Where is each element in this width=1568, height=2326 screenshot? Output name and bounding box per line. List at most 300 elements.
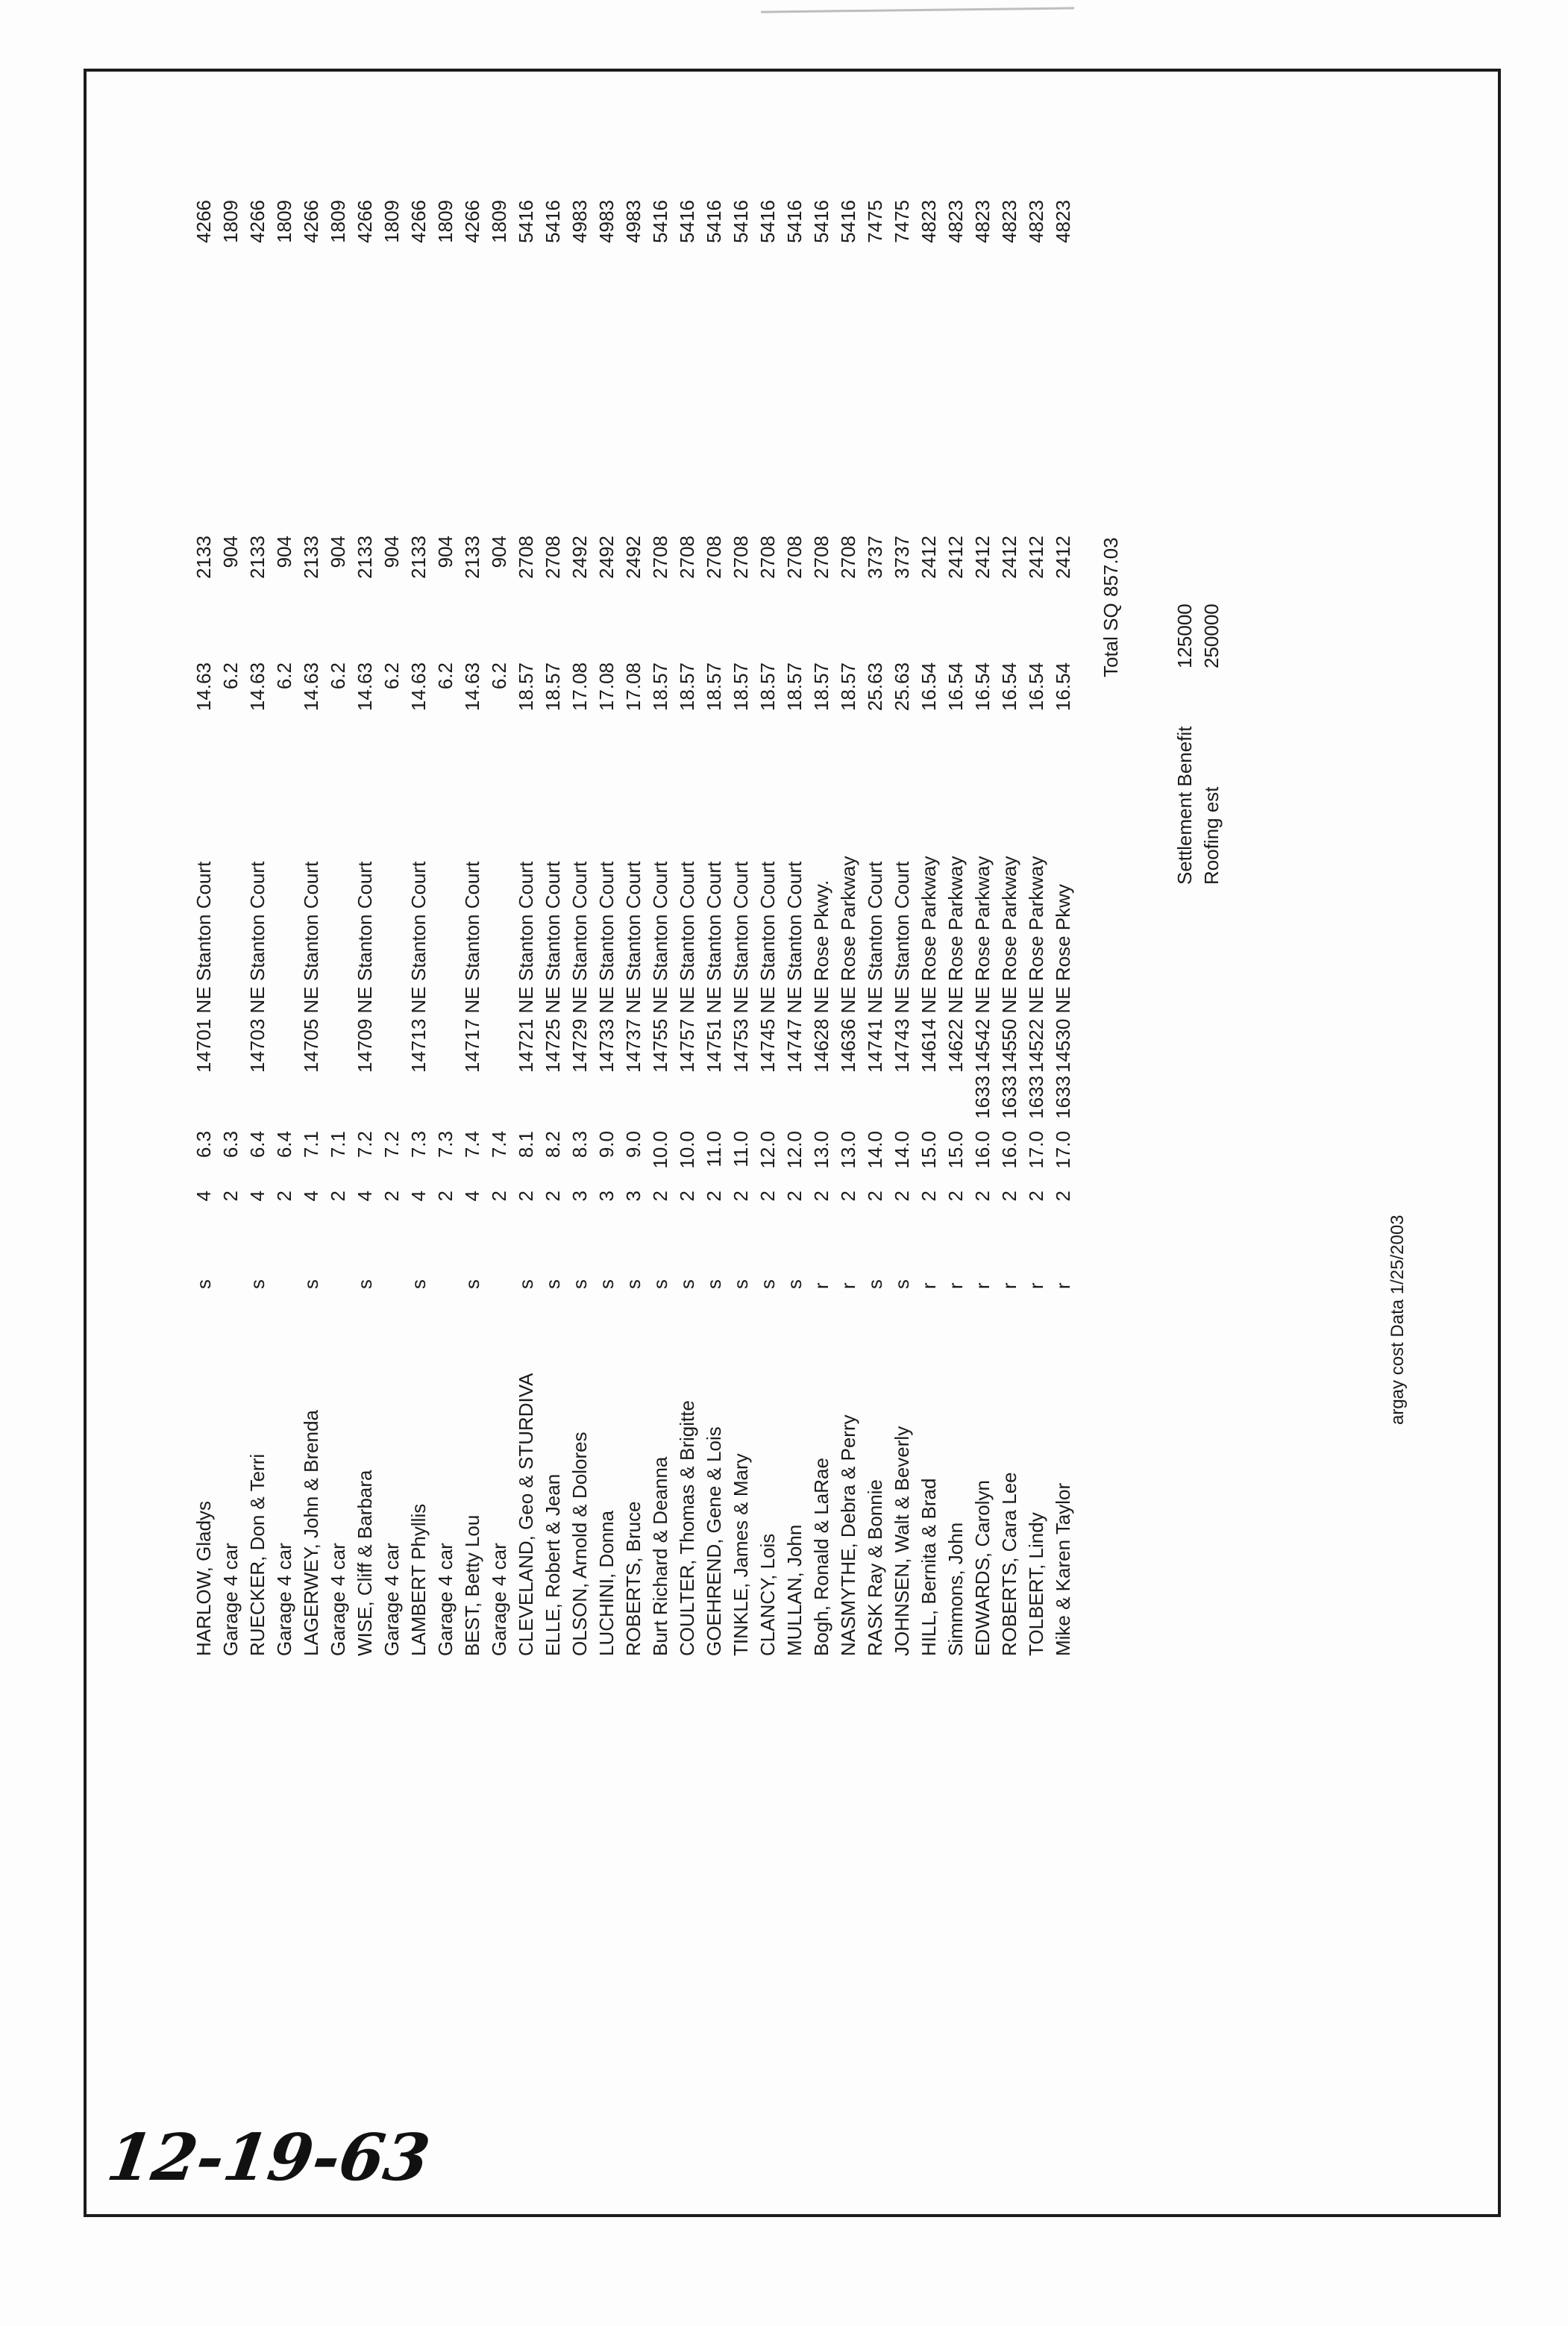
record-address-cell: 14737 NE Stanton Court (622, 861, 645, 1073)
record-ratio-cell: 12.0 (756, 1131, 779, 1169)
record-total-cost-cell: 5416 (542, 200, 564, 243)
record-sq-cell: 16.54 (918, 662, 940, 712)
record-address-prefix-cell (888, 1073, 915, 1131)
record-address-prefix-cell (942, 1073, 969, 1131)
table-row (862, 200, 888, 1656)
record-address-prefix-cell (324, 1073, 351, 1131)
record-name-cell: Garage 4 car (327, 1543, 349, 1656)
table-row (459, 200, 486, 1656)
record-code-cell: r (944, 1282, 967, 1289)
record-units-cell: 2 (810, 1191, 832, 1202)
record-address-prefix-cell: 1633 (1025, 1076, 1047, 1119)
record-address-cell: 14733 NE Stanton Court (595, 861, 618, 1073)
record-cost-cell: 3737 (864, 536, 886, 579)
record-units-cell: 4 (246, 1191, 269, 1202)
table-row (539, 200, 566, 1656)
record-ratio-cell: 8.2 (542, 1131, 564, 1159)
record-ratio-cell: 9.0 (622, 1131, 645, 1159)
record-cost-cell: 2708 (703, 536, 725, 579)
record-total-cost-cell: 4266 (407, 200, 430, 243)
record-units-cell: 2 (542, 1191, 564, 1202)
record-sq-cell: 18.57 (515, 662, 537, 712)
record-code-cell: s (192, 1279, 215, 1289)
record-ratio-cell: 11.0 (703, 1131, 725, 1167)
table-row (405, 200, 432, 1656)
record-address-prefix-cell (486, 1073, 512, 1131)
record-sq-cell: 16.54 (944, 662, 967, 712)
record-units-cell: 4 (407, 1191, 430, 1202)
record-name-cell: TOLBERT, Lindy (1025, 1512, 1047, 1656)
record-cost-cell: 2708 (783, 536, 806, 579)
record-cost-cell: 2708 (730, 536, 752, 579)
record-cost-cell: 2133 (354, 536, 376, 579)
record-ratio-cell: 7.4 (461, 1131, 483, 1159)
record-code-cell: s (783, 1279, 806, 1289)
total-sq-value: 857.03 (1100, 537, 1122, 597)
record-units-cell: 2 (1052, 1191, 1074, 1202)
record-address-prefix-cell (808, 1073, 835, 1131)
record-cost-cell: 904 (327, 536, 349, 568)
table-row (378, 200, 405, 1656)
record-name-cell: HARLOW, Gladys (192, 1500, 215, 1656)
record-total-cost-cell: 4823 (944, 200, 967, 243)
record-sq-cell: 18.57 (783, 662, 806, 712)
record-ratio-cell: 11.0 (730, 1131, 752, 1167)
record-address-cell: 14725 NE Stanton Court (542, 861, 564, 1073)
record-cost-cell: 3737 (891, 536, 913, 579)
record-sq-cell: 14.63 (192, 662, 215, 712)
record-units-cell: 2 (864, 1191, 886, 1202)
record-cost-cell: 2708 (676, 536, 698, 579)
table-row (1023, 200, 1050, 1656)
record-address-prefix-cell (244, 1073, 271, 1131)
table-row (620, 200, 647, 1656)
record-units-cell: 4 (354, 1191, 376, 1202)
record-address-prefix-cell (781, 1073, 808, 1131)
record-name-cell: Garage 4 car (434, 1543, 457, 1656)
record-units-cell: 3 (622, 1191, 645, 1202)
record-name-cell: WISE, Cliff & Barbara (354, 1470, 376, 1656)
record-total-cost-cell: 5416 (783, 200, 806, 243)
record-units-cell: 4 (300, 1191, 322, 1202)
record-cost-cell: 904 (380, 536, 403, 568)
record-address-cell: 14751 NE Stanton Court (703, 861, 725, 1073)
record-cost-cell: 2412 (944, 536, 967, 579)
record-address-cell: 14701 NE Stanton Court (192, 861, 215, 1073)
record-sq-cell: 16.54 (998, 662, 1020, 712)
record-sq-cell: 6.2 (380, 662, 403, 690)
record-units-cell: 2 (434, 1191, 457, 1202)
record-sq-cell: 18.57 (676, 662, 698, 712)
record-code-cell: s (595, 1279, 618, 1289)
record-address-cell (378, 715, 405, 1073)
record-units-cell: 3 (568, 1191, 591, 1202)
record-ratio-cell: 7.1 (327, 1131, 349, 1159)
record-name-cell: Garage 4 car (380, 1543, 403, 1656)
record-ratio-cell: 13.0 (810, 1131, 832, 1169)
settlement-benefit-label: Settlement Benefit (1173, 726, 1196, 885)
record-address-prefix-cell (593, 1073, 620, 1131)
record-ratio-cell: 9.0 (595, 1131, 618, 1159)
table-row (700, 200, 727, 1656)
table-row (808, 200, 835, 1656)
record-code-cell: s (542, 1279, 564, 1289)
record-ratio-cell: 17.0 (1025, 1131, 1047, 1169)
record-units-cell: 2 (918, 1191, 940, 1202)
record-name-cell: ELLE, Robert & Jean (542, 1473, 564, 1656)
record-name-cell: OLSON, Arnold & Dolores (568, 1432, 591, 1656)
record-sq-cell: 16.54 (971, 662, 994, 712)
record-total-cost-cell: 5416 (730, 200, 752, 243)
table-row (298, 200, 324, 1656)
record-cost-cell: 904 (434, 536, 457, 568)
record-address-prefix-cell (566, 1073, 593, 1131)
record-units-cell: 2 (515, 1191, 537, 1202)
record-name-cell: COULTER, Thomas & Brigitte (676, 1400, 698, 1656)
record-name-cell: Garage 4 car (219, 1543, 242, 1656)
record-ratio-cell: 15.0 (918, 1131, 940, 1169)
roofing-estimate-value: 250000 (1200, 604, 1223, 668)
record-cost-cell: 2708 (649, 536, 671, 579)
record-ratio-cell: 6.4 (246, 1131, 269, 1159)
record-name-cell: TINKLE, James & Mary (730, 1453, 752, 1656)
record-total-cost-cell: 4823 (1025, 200, 1047, 243)
table-row (324, 200, 351, 1656)
record-sq-cell: 6.2 (273, 662, 295, 690)
record-sq-cell: 17.08 (622, 662, 645, 712)
record-code-cell: s (300, 1279, 322, 1289)
table-row (674, 200, 700, 1656)
table-row (351, 200, 378, 1656)
record-address-cell: 14721 NE Stanton Court (515, 861, 537, 1073)
record-sq-cell: 18.57 (810, 662, 832, 712)
record-address-prefix-cell (620, 1073, 647, 1131)
record-address-cell: 14747 NE Stanton Court (783, 861, 806, 1073)
record-units-cell: 2 (891, 1191, 913, 1202)
rotated-roofing-cost-table (164, 0, 1568, 1656)
record-code-cell: r (1025, 1282, 1047, 1289)
record-sq-cell: 18.57 (703, 662, 725, 712)
record-address-cell: 14729 NE Stanton Court (568, 861, 591, 1073)
record-ratio-cell: 7.3 (434, 1131, 457, 1159)
record-units-cell: 4 (192, 1191, 215, 1202)
record-units-cell: 3 (595, 1191, 618, 1202)
record-code-cell: r (837, 1282, 859, 1289)
record-sq-cell: 25.63 (864, 662, 886, 712)
record-total-cost-cell: 4266 (300, 200, 322, 243)
record-address-cell: 14550 NE Rose Parkway (998, 856, 1020, 1073)
roofing-cost-records-table (190, 200, 1076, 1656)
record-name-cell: Garage 4 car (488, 1543, 510, 1656)
record-name-cell: Garage 4 car (273, 1543, 295, 1656)
table-row (566, 200, 593, 1656)
record-code-cell: s (461, 1279, 483, 1289)
table-row (781, 200, 808, 1656)
table-row (190, 200, 217, 1656)
record-ratio-cell: 14.0 (864, 1131, 886, 1169)
record-name-cell: GOEHREND, Gene & Lois (703, 1426, 725, 1656)
record-total-cost-cell: 4823 (918, 200, 940, 243)
table-row (727, 200, 754, 1656)
record-units-cell: 2 (219, 1191, 242, 1202)
record-cost-cell: 2708 (810, 536, 832, 579)
record-name-cell: NASMYTHE, Debra & Perry (837, 1414, 859, 1656)
record-address-cell: 14530 NE Rose Pkwy (1052, 884, 1074, 1073)
record-name-cell: CLANCY, Lois (756, 1533, 779, 1656)
record-address-cell (271, 715, 298, 1073)
table-row (271, 200, 298, 1656)
record-total-cost-cell: 4823 (971, 200, 994, 243)
record-total-cost-cell: 1809 (380, 200, 403, 243)
record-total-cost-cell: 4266 (246, 200, 269, 243)
record-total-cost-cell: 4983 (622, 200, 645, 243)
record-ratio-cell: 6.4 (273, 1131, 295, 1159)
table-row (1050, 200, 1076, 1656)
record-cost-cell: 2412 (998, 536, 1020, 579)
table-row (915, 200, 942, 1656)
record-address-cell (324, 715, 351, 1073)
record-code-cell: r (1052, 1282, 1074, 1289)
record-cost-cell: 2492 (595, 536, 618, 579)
record-units-cell: 2 (730, 1191, 752, 1202)
record-code-cell (432, 1223, 459, 1289)
record-ratio-cell: 8.3 (568, 1131, 591, 1159)
record-cost-cell: 2708 (837, 536, 859, 579)
table-row (217, 200, 244, 1656)
table-row (754, 200, 781, 1656)
record-cost-cell: 2412 (971, 536, 994, 579)
record-units-cell: 2 (273, 1191, 295, 1202)
record-sq-cell: 18.57 (730, 662, 752, 712)
record-total-cost-cell: 5416 (837, 200, 859, 243)
record-units-cell: 2 (380, 1191, 403, 1202)
record-code-cell: r (971, 1282, 994, 1289)
record-code-cell: s (515, 1279, 537, 1289)
records-table-body (190, 200, 1076, 1656)
record-sq-cell: 14.63 (407, 662, 430, 712)
record-cost-cell: 904 (488, 536, 510, 568)
record-cost-cell: 2412 (1025, 536, 1047, 579)
record-name-cell: Mike & Karen Taylor (1052, 1482, 1074, 1656)
record-code-cell: r (810, 1282, 832, 1289)
record-sq-cell: 6.2 (327, 662, 349, 690)
record-total-cost-cell: 4266 (354, 200, 376, 243)
record-address-cell: 14741 NE Stanton Court (864, 861, 886, 1073)
record-code-cell: s (864, 1279, 886, 1289)
record-address-cell: 14713 NE Stanton Court (407, 861, 430, 1073)
table-row (432, 200, 459, 1656)
record-total-cost-cell: 4823 (998, 200, 1020, 243)
record-total-cost-cell: 4266 (192, 200, 215, 243)
table-row (244, 200, 271, 1656)
record-cost-cell: 2708 (756, 536, 779, 579)
record-ratio-cell: 17.0 (1052, 1131, 1074, 1169)
record-code-cell (324, 1223, 351, 1289)
record-address-prefix-cell (217, 1073, 244, 1131)
record-sq-cell: 18.57 (649, 662, 671, 712)
record-units-cell: 2 (703, 1191, 725, 1202)
record-sq-cell: 14.63 (354, 662, 376, 712)
footer-source: argay cost Data 1/25/2003 (1387, 1214, 1408, 1425)
record-code-cell: s (730, 1279, 752, 1289)
record-cost-cell: 2133 (300, 536, 322, 579)
record-code-cell: s (568, 1279, 591, 1289)
record-cost-cell: 2708 (542, 536, 564, 579)
record-address-cell: 14542 NE Rose Parkway (971, 856, 994, 1073)
record-address-prefix-cell (674, 1073, 700, 1131)
record-ratio-cell: 15.0 (944, 1131, 967, 1169)
record-units-cell: 2 (1025, 1191, 1047, 1202)
record-sq-cell: 14.63 (461, 662, 483, 712)
record-address-prefix-cell (405, 1073, 432, 1131)
record-address-prefix-cell (190, 1073, 217, 1131)
record-sq-cell: 14.63 (246, 662, 269, 712)
record-address-prefix-cell (432, 1073, 459, 1131)
record-name-cell: EDWARDS, Carolyn (971, 1480, 994, 1656)
record-code-cell: r (918, 1282, 940, 1289)
record-cost-cell: 2133 (246, 536, 269, 579)
record-cost-cell: 2133 (461, 536, 483, 579)
record-address-cell (432, 715, 459, 1073)
record-total-cost-cell: 5416 (515, 200, 537, 243)
record-total-cost-cell: 7475 (891, 200, 913, 243)
record-name-cell: Bogh, Ronald & LaRae (810, 1458, 832, 1656)
roofing-estimate-label: Roofing est (1200, 786, 1223, 885)
record-sq-cell: 17.08 (595, 662, 618, 712)
record-address-cell (217, 715, 244, 1073)
record-ratio-cell: 7.2 (380, 1131, 403, 1159)
record-ratio-cell: 7.2 (354, 1131, 376, 1159)
record-total-cost-cell: 5416 (756, 200, 779, 243)
record-address-prefix-cell (835, 1073, 862, 1131)
record-ratio-cell: 6.3 (219, 1131, 242, 1159)
record-name-cell: ROBERTS, Cara Lee (998, 1472, 1020, 1656)
record-code-cell: s (891, 1279, 913, 1289)
record-address-cell: 14703 NE Stanton Court (246, 861, 269, 1073)
record-code-cell: s (676, 1279, 698, 1289)
record-ratio-cell: 10.0 (649, 1131, 671, 1169)
record-ratio-cell: 16.0 (971, 1131, 994, 1169)
table-row (593, 200, 620, 1656)
record-sq-cell: 16.54 (1052, 662, 1074, 712)
record-total-cost-cell: 1809 (327, 200, 349, 243)
record-name-cell: Burt Richard & Deanna (649, 1456, 671, 1656)
record-sq-cell: 6.2 (488, 662, 510, 690)
record-cost-cell: 2492 (568, 536, 591, 579)
record-code-cell: s (354, 1279, 376, 1289)
record-cost-cell: 2412 (1052, 536, 1074, 579)
record-address-cell: 14717 NE Stanton Court (461, 861, 483, 1073)
record-total-cost-cell: 5416 (649, 200, 671, 243)
record-address-prefix-cell: 1633 (1052, 1076, 1074, 1119)
record-units-cell: 2 (837, 1191, 859, 1202)
table-row (486, 200, 512, 1656)
record-address-cell: 14757 NE Stanton Court (676, 861, 698, 1073)
record-total-cost-cell: 4266 (461, 200, 483, 243)
record-address-prefix-cell (862, 1073, 888, 1131)
record-total-cost-cell: 1809 (219, 200, 242, 243)
record-sq-cell: 6.2 (219, 662, 242, 690)
record-sq-cell: 18.57 (542, 662, 564, 712)
record-address-prefix-cell (378, 1073, 405, 1131)
record-code-cell: s (756, 1279, 779, 1289)
record-code-cell (271, 1223, 298, 1289)
record-ratio-cell: 6.3 (192, 1131, 215, 1159)
record-name-cell: ROBERTS, Bruce (622, 1501, 645, 1656)
settlement-benefit-value: 125000 (1173, 604, 1196, 668)
record-cost-cell: 2492 (622, 536, 645, 579)
record-total-cost-cell: 1809 (273, 200, 295, 243)
record-name-cell: CLEVELAND, Geo & STURDIVA (515, 1373, 537, 1656)
handwritten-date: 12-19-63 (102, 2120, 435, 2195)
total-sq-label: Total SQ (1100, 603, 1122, 677)
record-total-cost-cell: 5416 (676, 200, 698, 243)
record-sq-cell: 16.54 (1025, 662, 1047, 712)
record-total-cost-cell: 1809 (434, 200, 457, 243)
record-name-cell: RASK Ray & Bonnie (864, 1479, 886, 1656)
record-name-cell: Simmons, John (944, 1522, 967, 1656)
record-address-prefix-cell (459, 1073, 486, 1131)
record-units-cell: 2 (971, 1191, 994, 1202)
record-address-prefix-cell (271, 1073, 298, 1131)
record-sq-cell: 14.63 (300, 662, 322, 712)
record-sq-cell: 25.63 (891, 662, 913, 712)
table-row (888, 200, 915, 1656)
record-address-cell: 14636 NE Rose Parkway (837, 856, 859, 1073)
record-cost-cell: 2133 (407, 536, 430, 579)
record-cost-cell: 2412 (918, 536, 940, 579)
record-ratio-cell: 12.0 (783, 1131, 806, 1169)
record-units-cell: 4 (461, 1191, 483, 1202)
record-address-cell: 14753 NE Stanton Court (730, 861, 752, 1073)
record-code-cell: s (407, 1279, 430, 1289)
record-address-prefix-cell (298, 1073, 324, 1131)
record-address-cell: 14743 NE Stanton Court (891, 861, 913, 1073)
record-address-prefix-cell (647, 1073, 674, 1131)
table-row (512, 200, 539, 1656)
record-units-cell: 2 (649, 1191, 671, 1202)
record-units-cell: 2 (756, 1191, 779, 1202)
record-total-cost-cell: 5416 (810, 200, 832, 243)
record-total-cost-cell: 1809 (488, 200, 510, 243)
record-name-cell: HILL, Bernita & Brad (918, 1478, 940, 1656)
record-code-cell: s (703, 1279, 725, 1289)
record-cost-cell: 904 (273, 536, 295, 568)
record-ratio-cell: 10.0 (676, 1131, 698, 1169)
record-address-cell: 14745 NE Stanton Court (756, 861, 779, 1073)
record-units-cell: 2 (676, 1191, 698, 1202)
record-address-prefix-cell: 1633 (998, 1076, 1020, 1119)
record-total-cost-cell: 4823 (1052, 200, 1074, 243)
record-name-cell: RUECKER, Don & Terri (246, 1453, 269, 1656)
record-sq-cell: 18.57 (837, 662, 859, 712)
record-code-cell (217, 1223, 244, 1289)
record-address-cell: 14705 NE Stanton Court (300, 861, 322, 1073)
record-cost-cell: 904 (219, 536, 242, 568)
record-address-cell: 14755 NE Stanton Court (649, 861, 671, 1073)
record-sq-cell: 17.08 (568, 662, 591, 712)
record-code-cell: s (649, 1279, 671, 1289)
record-name-cell: LAMBERT Phyllis (407, 1503, 430, 1656)
table-row (969, 200, 996, 1656)
record-ratio-cell: 13.0 (837, 1131, 859, 1169)
record-name-cell: BEST, Betty Lou (461, 1514, 483, 1656)
record-units-cell: 2 (327, 1191, 349, 1202)
record-address-cell: 14522 NE Rose Parkway (1025, 856, 1047, 1073)
record-address-cell: 14628 NE Rose Pkwy. (810, 880, 832, 1073)
record-address-prefix-cell (754, 1073, 781, 1131)
record-name-cell: MULLAN, John (783, 1524, 806, 1656)
